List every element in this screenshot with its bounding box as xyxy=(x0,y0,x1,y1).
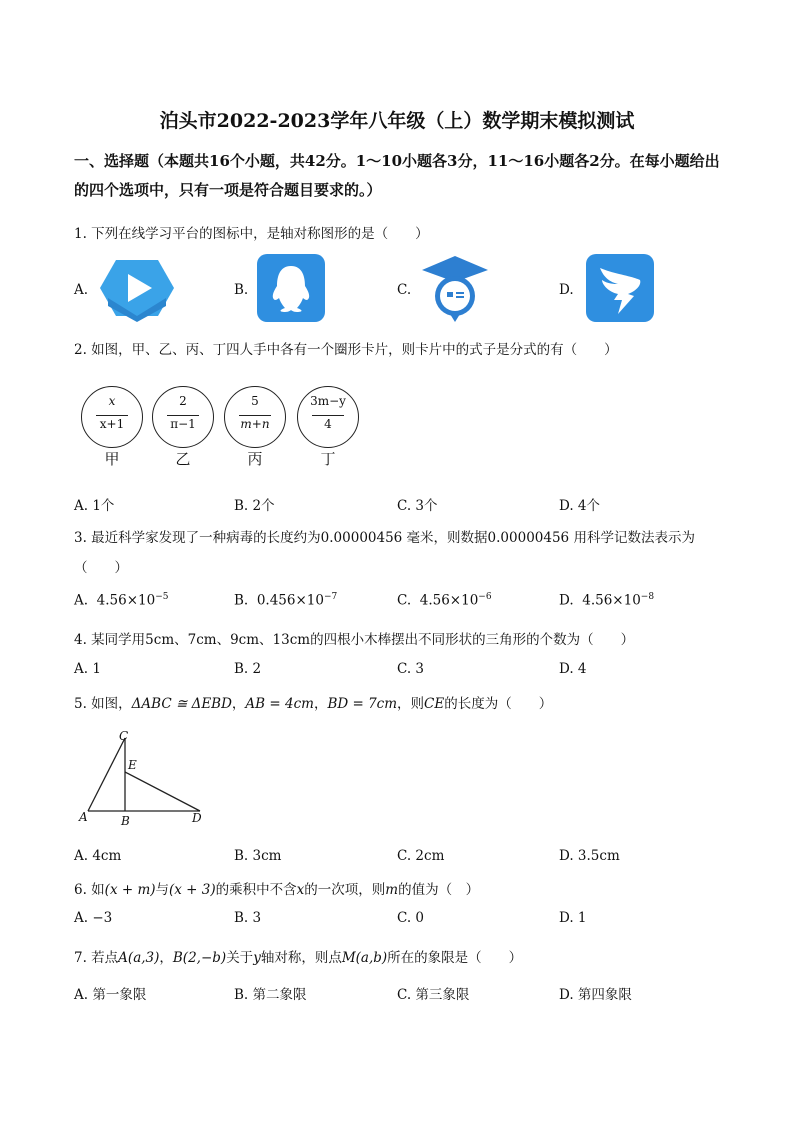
q5-option-d: D. 3.5cm xyxy=(559,848,620,864)
play-learning-icon xyxy=(98,254,176,322)
q4-option-b: B. 2 xyxy=(234,661,262,677)
q7-option-b: B. 第二象限 xyxy=(234,987,307,1003)
point-d-label: D xyxy=(192,811,202,825)
page-title: 泊头市2022-2023学年八年级（上）数学期末模拟测试 xyxy=(159,110,635,132)
q7-option-a: A. 第一象限 xyxy=(74,987,147,1003)
q1-label-a: A. xyxy=(74,282,89,298)
q6-option-d: D. 1 xyxy=(559,910,587,926)
card-jia-label: 甲 xyxy=(104,450,120,468)
q1-label-d: D. xyxy=(559,282,574,298)
q7-option-d: D. 第四象限 xyxy=(559,987,632,1003)
question-6-stem: 6. 如(x + m)与(x + 3)的乘积中不含x的一次项，则m的值为（ ） xyxy=(74,882,480,898)
card-jia-denominator: x+1 xyxy=(99,417,125,431)
penguin-app-icon xyxy=(257,254,325,322)
q3-option-c: C. $4.56\times 10^{-6}$ xyxy=(397,592,492,609)
card-bing-numerator: 5 xyxy=(251,394,259,408)
q1-label-c: C. xyxy=(397,282,412,298)
q2-option-d: D. 4个 xyxy=(559,498,601,514)
card-ding-label: 丁 xyxy=(320,450,336,468)
q6-option-b: B. 3 xyxy=(234,910,262,926)
q3-option-d: D. $4.56\times 10^{-8}$ xyxy=(559,592,655,609)
point-a-label: A xyxy=(79,810,88,824)
q5-option-c: C. 2cm xyxy=(397,848,445,864)
card-ding xyxy=(297,386,359,448)
card-jia xyxy=(81,386,143,448)
question-1-stem: 1. 下列在线学习平台的图标中，是轴对称图形的是（ ） xyxy=(74,226,429,242)
question-2-stem: 2. 如图，甲、乙、丙、丁四人手中各有一个圈形卡片，则卡片中的式子是分式的有（ ） xyxy=(74,342,618,358)
question-5-stem: 5. 如图，ΔABC ≅ ΔEBD，AB = 4cm，BD = 7cm，则CE的长度为（ ） xyxy=(74,696,553,712)
card-ding-denominator: 4 xyxy=(324,417,332,431)
point-c-label: C xyxy=(119,729,129,743)
section-heading: 一、选择题（本题共16个小题，共42分。1～10小题各3分，11～16小题各2分。在每小题给出的四个选项中，只有一项是符合题目要求的。） xyxy=(74,152,720,199)
q5-option-b: B. 3cm xyxy=(234,848,282,864)
q6-option-a: A. −3 xyxy=(74,910,113,926)
graduation-cap-icon xyxy=(420,252,490,322)
question-3-stem-cont: （ ） xyxy=(74,560,128,576)
q5-option-a: A. 4cm xyxy=(74,848,122,864)
card-bing-label: 丙 xyxy=(247,450,263,468)
q4-option-d: D. 4 xyxy=(559,661,587,677)
q4-option-a: A. 1 xyxy=(74,661,101,677)
q2-option-b: B. 2个 xyxy=(234,498,275,514)
card-ding-numerator: 3m−y xyxy=(310,394,346,408)
question-4-stem: 4. 某同学用5cm、7cm、9cm、13cm的四根小木棒摆出不同形状的三角形的个数为（ ） xyxy=(74,632,635,648)
card-bing-denominator: m+n xyxy=(240,417,270,431)
card-bing xyxy=(224,386,286,448)
q2-option-a: A. 1个 xyxy=(74,498,115,514)
point-e-label: E xyxy=(128,758,137,772)
point-b-label: B xyxy=(121,814,130,828)
question-3-stem: 3. 最近科学家发现了一种病毒的长度约为0.00000456 毫米，则数据0.00000456 用科学记数法表示为 xyxy=(74,530,695,546)
q2-option-c: C. 3个 xyxy=(397,498,438,514)
q7-option-c: C. 第三象限 xyxy=(397,987,470,1003)
card-yi xyxy=(152,386,214,448)
triangle-diagram xyxy=(78,728,208,828)
q3-option-a: A. $4.56\times 10^{-5}$ xyxy=(74,592,169,609)
q3-option-b: B. $0.456\times 10^{-7}$ xyxy=(234,592,338,609)
q6-option-c: C. 0 xyxy=(397,910,425,926)
card-yi-denominator: π−1 xyxy=(170,417,196,431)
card-jia-numerator: x xyxy=(108,394,116,408)
card-yi-numerator: 2 xyxy=(179,394,187,408)
q4-option-c: C. 3 xyxy=(397,661,425,677)
question-7-stem: 7. 若点A(a,3)，B(2,−b)关于y轴对称，则点M(a,b)所在的象限是（ ） xyxy=(74,950,523,966)
dingtalk-app-icon xyxy=(586,254,654,322)
q1-label-b: B. xyxy=(234,282,249,298)
card-yi-label: 乙 xyxy=(175,450,191,468)
